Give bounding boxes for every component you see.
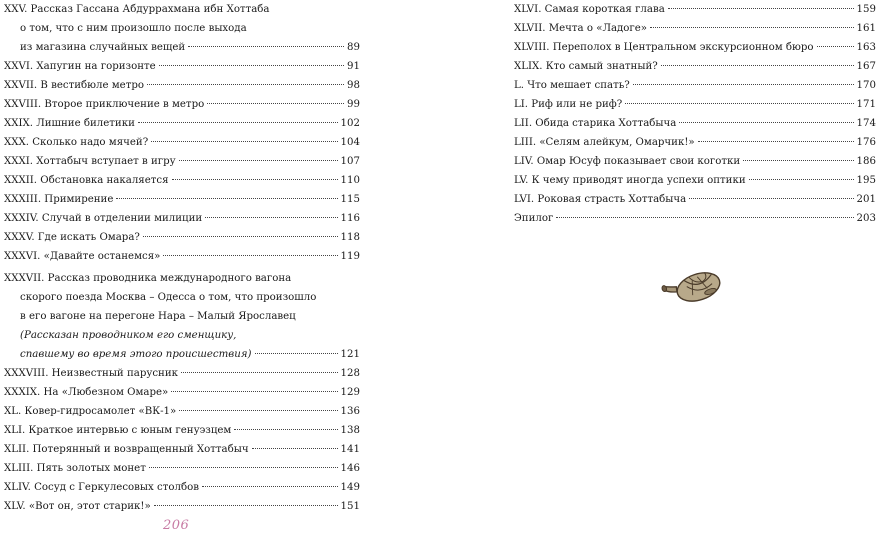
toc-entry[interactable] bbox=[4, 440, 360, 459]
toc-entry-page: 171 bbox=[856, 99, 876, 110]
toc-entry-title: XXXIII. Примирение bbox=[4, 194, 114, 205]
toc-entry[interactable] bbox=[514, 133, 876, 152]
toc-entry-page: 141 bbox=[340, 444, 360, 455]
toc-entry-title: XL. Ковер-гидросамолет «ВК-1» bbox=[4, 406, 177, 417]
toc-entry[interactable] bbox=[514, 0, 876, 19]
toc-entry-title-line: из магазина случайных вещей bbox=[20, 42, 186, 53]
toc-entry-title: XLIV. Сосуд с Геркулесовых столбов bbox=[4, 482, 199, 493]
toc-entry[interactable] bbox=[4, 228, 360, 247]
toc-entry-page: 163 bbox=[856, 42, 876, 53]
toc-entry-page: 186 bbox=[856, 156, 876, 167]
toc-entry-page: 167 bbox=[856, 61, 876, 72]
toc-entry[interactable] bbox=[4, 269, 360, 364]
toc-entry[interactable] bbox=[514, 19, 876, 38]
toc-entry-page: 115 bbox=[340, 194, 360, 205]
toc-entry-title: XLVII. Мечта о «Ладоге» bbox=[514, 23, 648, 34]
toc-entry-page: 128 bbox=[340, 368, 360, 379]
toc-entry-page: 104 bbox=[340, 137, 360, 148]
toc-entry-title: XLV. «Вот он, этот старик!» bbox=[4, 501, 151, 512]
toc-entry-page: 151 bbox=[340, 501, 360, 512]
toc-entry-page: 107 bbox=[340, 156, 360, 167]
toc-entry-page: 91 bbox=[347, 61, 360, 72]
toc-entry-page: 119 bbox=[340, 251, 360, 262]
toc-entry[interactable] bbox=[514, 209, 876, 228]
toc-entry-title: LIV. Омар Юсуф показывает свои коготки bbox=[514, 156, 741, 167]
toc-entry[interactable] bbox=[4, 421, 360, 440]
toc-entry-title: XXVII. В вестибюле метро bbox=[4, 80, 144, 91]
toc-entry-title: LV. К чему приводят иногда успехи оптики bbox=[514, 175, 746, 186]
toc-entry-title: XLVIII. Переполох в Центральном экскурсионном бюро bbox=[514, 42, 814, 53]
toc-entry-title: XXX. Сколько надо мячей? bbox=[4, 137, 149, 148]
toc-entry-title: XLIX. Кто самый знатный? bbox=[514, 61, 658, 72]
jug-illustration-icon bbox=[660, 262, 730, 306]
toc-entry[interactable] bbox=[4, 57, 360, 76]
toc-entry[interactable] bbox=[4, 247, 360, 266]
toc-entry[interactable] bbox=[4, 364, 360, 383]
toc-entry-page: 203 bbox=[856, 213, 876, 224]
toc-entry[interactable] bbox=[4, 133, 360, 152]
toc-entry-page: 116 bbox=[340, 213, 360, 224]
toc-entry-title: XXXVIII. Неизвестный парусник bbox=[4, 368, 178, 379]
toc-entry-page: 136 bbox=[340, 406, 360, 417]
toc-entry-title: XXXV. Где искать Омара? bbox=[4, 232, 140, 243]
toc-left-column bbox=[4, 0, 360, 516]
toc-entry[interactable] bbox=[514, 95, 876, 114]
toc-entry-title: Эпилог bbox=[514, 213, 554, 224]
toc-entry-title: XXVIII. Второе приключение в метро bbox=[4, 99, 205, 110]
toc-entry-page: 149 bbox=[340, 482, 360, 493]
toc-entry-page: 99 bbox=[347, 99, 360, 110]
toc-entry-page: 110 bbox=[340, 175, 360, 186]
toc-entry-title: LII. Обида старика Хоттабыча bbox=[514, 118, 677, 129]
toc-entry[interactable] bbox=[4, 76, 360, 95]
toc-entry-title: LIII. «Селям алейкум, Омарчик!» bbox=[514, 137, 695, 148]
toc-entry-title-line: XXXVII. Рассказ проводника международного вагона bbox=[4, 273, 292, 284]
toc-entry-page: 176 bbox=[856, 137, 876, 148]
toc-entry-title-line: XXV. Рассказ Гассана Абдуррахмана ибн Хоттаба bbox=[4, 4, 270, 15]
toc-entry-page: 201 bbox=[856, 194, 876, 205]
toc-entry-page: 102 bbox=[340, 118, 360, 129]
toc-entry[interactable] bbox=[4, 171, 360, 190]
toc-entry[interactable] bbox=[4, 95, 360, 114]
toc-entry[interactable] bbox=[4, 114, 360, 133]
toc-entry[interactable] bbox=[4, 0, 360, 57]
toc-entry-title: XXXVI. «Давайте останемся» bbox=[4, 251, 161, 262]
toc-entry[interactable] bbox=[514, 114, 876, 133]
toc-entry-page: 89 bbox=[347, 42, 360, 53]
page-number: 206 bbox=[163, 518, 190, 533]
toc-entry-title: XXXI. Хоттабыч вступает в игру bbox=[4, 156, 176, 167]
toc-entry[interactable] bbox=[4, 152, 360, 171]
toc-entry[interactable] bbox=[4, 459, 360, 478]
toc-entry-title-line: (Рассказан проводником его сменщику, bbox=[20, 330, 237, 341]
toc-entry[interactable] bbox=[514, 190, 876, 209]
toc-entry[interactable] bbox=[514, 38, 876, 57]
toc-entry[interactable] bbox=[4, 383, 360, 402]
toc-entry-page: 161 bbox=[856, 23, 876, 34]
toc-entry-page: 159 bbox=[856, 4, 876, 15]
toc-entry-page: 170 bbox=[856, 80, 876, 91]
toc-entry-title: L. Что мешает спать? bbox=[514, 80, 630, 91]
toc-entry[interactable] bbox=[4, 497, 360, 516]
toc-entry-title-line: в его вагоне на перегоне Нара – Малый Ярославец bbox=[20, 311, 296, 322]
toc-entry[interactable] bbox=[4, 190, 360, 209]
toc-entry[interactable] bbox=[514, 171, 876, 190]
toc-entry-title: XXXII. Обстановка накаляется bbox=[4, 175, 169, 186]
toc-entry-page: 138 bbox=[340, 425, 360, 436]
toc-entry-title: LI. Риф или не риф? bbox=[514, 99, 623, 110]
toc-entry-page: 129 bbox=[340, 387, 360, 398]
toc-entry-title: XLI. Краткое интервью с юным генуэзцем bbox=[4, 425, 232, 436]
toc-entry-title: XXVI. Хапугин на горизонте bbox=[4, 61, 156, 72]
toc-entry-title: XXXIV. Случай в отделении милиции bbox=[4, 213, 203, 224]
toc-entry[interactable] bbox=[4, 478, 360, 497]
toc-entry[interactable] bbox=[4, 402, 360, 421]
toc-entry-title: XLIII. Пять золотых монет bbox=[4, 463, 146, 474]
toc-entry[interactable] bbox=[4, 209, 360, 228]
toc-right-column bbox=[514, 0, 876, 228]
toc-entry-title: XLVI. Самая короткая глава bbox=[514, 4, 665, 15]
toc-entry[interactable] bbox=[514, 76, 876, 95]
toc-entry-title-line: спавшему во время этого происшествия) bbox=[20, 349, 252, 360]
toc-entry-title: XXXIX. На «Любезном Омаре» bbox=[4, 387, 169, 398]
toc-entry-page: 121 bbox=[340, 349, 360, 360]
toc-entry-title: XXIX. Лишние билетики bbox=[4, 118, 135, 129]
toc-entry-page: 98 bbox=[347, 80, 360, 91]
toc-entry-page: 146 bbox=[340, 463, 360, 474]
toc-entry[interactable] bbox=[514, 152, 876, 171]
toc-entry-page: 118 bbox=[340, 232, 360, 243]
toc-entry[interactable] bbox=[514, 57, 876, 76]
toc-entry-title-line: о том, что с ним произошло после выхода bbox=[20, 23, 247, 34]
toc-entry-title-line: скорого поезда Москва – Одесса о том, что произошло bbox=[20, 292, 317, 303]
toc-entry-title: LVI. Роковая страсть Хоттабыча bbox=[514, 194, 687, 205]
toc-entry-page: 195 bbox=[856, 175, 876, 186]
toc-entry-page: 174 bbox=[856, 118, 876, 129]
toc-entry-title: XLII. Потерянный и возвращенный Хоттабыч bbox=[4, 444, 249, 455]
